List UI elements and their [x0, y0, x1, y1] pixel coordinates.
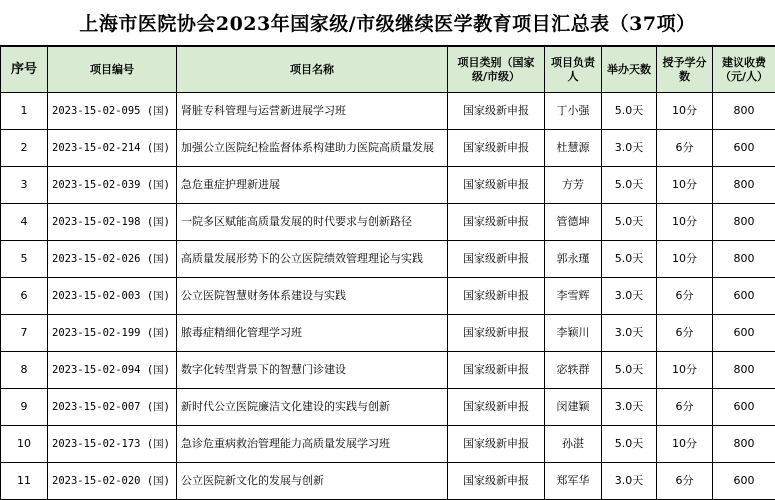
cell-type: 国家级新申报	[448, 241, 545, 278]
cell-type: 国家级新申报	[448, 167, 545, 204]
table-header-row	[1, 47, 775, 93]
cell-responsible: 管德坤	[545, 204, 602, 241]
cell-name: 公立医院智慧财务体系建设与实践	[177, 278, 448, 315]
cell-responsible: 李颖川	[545, 315, 602, 352]
cell-responsible: 孙湛	[545, 426, 602, 463]
cell-seq: 2	[1, 130, 48, 167]
cell-code: 2023-15-02-095 (国)	[48, 93, 177, 130]
table-row	[1, 426, 775, 463]
cell-days: 3.0天	[602, 278, 657, 315]
header-seq: 序号	[1, 47, 48, 93]
cell-responsible: 郭永瑾	[545, 241, 602, 278]
cell-fee: 800	[713, 93, 775, 130]
cell-seq: 7	[1, 315, 48, 352]
cell-name: 脓毒症精细化管理学习班	[177, 315, 448, 352]
cell-type: 国家级新申报	[448, 130, 545, 167]
cell-credits: 6分	[657, 130, 713, 167]
cell-code: 2023-15-02-026 (国)	[48, 241, 177, 278]
cell-days: 3.0天	[602, 389, 657, 426]
cell-responsible: 杜慧源	[545, 130, 602, 167]
document-title: 上海市医院协会2023年国家级/市级继续医学教育项目汇总表（37项）	[0, 0, 775, 46]
cell-credits: 10分	[657, 93, 713, 130]
table-row	[1, 241, 775, 278]
cell-name: 公立医院新文化的发展与创新	[177, 463, 448, 500]
table-row	[1, 130, 775, 167]
cell-credits: 6分	[657, 463, 713, 500]
cell-credits: 10分	[657, 352, 713, 389]
cell-name: 数字化转型背景下的智慧门诊建设	[177, 352, 448, 389]
cell-days: 5.0天	[602, 167, 657, 204]
header-code: 项目编号	[48, 47, 177, 93]
cell-seq: 8	[1, 352, 48, 389]
cell-responsible: 郑军华	[545, 463, 602, 500]
cell-days: 3.0天	[602, 130, 657, 167]
cell-seq: 10	[1, 426, 48, 463]
cell-name: 加强公立医院纪检监督体系构建助力医院高质量发展	[177, 130, 448, 167]
table-row	[1, 389, 775, 426]
cell-fee: 600	[713, 278, 775, 315]
cell-seq: 4	[1, 204, 48, 241]
cell-fee: 800	[713, 204, 775, 241]
cell-responsible: 闵建颖	[545, 389, 602, 426]
cell-code: 2023-15-02-199 (国)	[48, 315, 177, 352]
cell-type: 国家级新申报	[448, 463, 545, 500]
header-days: 举办天数	[602, 47, 657, 93]
cell-credits: 6分	[657, 389, 713, 426]
cell-fee: 600	[713, 463, 775, 500]
cell-responsible: 方芳	[545, 167, 602, 204]
cell-days: 5.0天	[602, 93, 657, 130]
cell-type: 国家级新申报	[448, 315, 545, 352]
cell-credits: 10分	[657, 241, 713, 278]
cell-type: 国家级新申报	[448, 389, 545, 426]
cell-credits: 10分	[657, 204, 713, 241]
cell-code: 2023-15-02-007 (国)	[48, 389, 177, 426]
cell-responsible: 李雪辉	[545, 278, 602, 315]
cell-days: 5.0天	[602, 204, 657, 241]
header-credits: 授予学分数	[657, 47, 713, 93]
cell-seq: 5	[1, 241, 48, 278]
cell-credits: 10分	[657, 167, 713, 204]
cell-fee: 600	[713, 389, 775, 426]
table-row	[1, 315, 775, 352]
cell-credits: 10分	[657, 426, 713, 463]
table-row	[1, 463, 775, 500]
cell-type: 国家级新申报	[448, 426, 545, 463]
cell-days: 5.0天	[602, 426, 657, 463]
project-table	[0, 46, 775, 500]
cell-fee: 600	[713, 130, 775, 167]
cell-seq: 6	[1, 278, 48, 315]
cell-credits: 6分	[657, 278, 713, 315]
cell-type: 国家级新申报	[448, 278, 545, 315]
cell-code: 2023-15-02-094 (国)	[48, 352, 177, 389]
cell-code: 2023-15-02-020 (国)	[48, 463, 177, 500]
cell-type: 国家级新申报	[448, 93, 545, 130]
cell-code: 2023-15-02-003 (国)	[48, 278, 177, 315]
cell-days: 5.0天	[602, 241, 657, 278]
cell-fee: 800	[713, 167, 775, 204]
table-row	[1, 278, 775, 315]
cell-fee: 600	[713, 315, 775, 352]
cell-seq: 9	[1, 389, 48, 426]
cell-fee: 800	[713, 352, 775, 389]
table-row	[1, 204, 775, 241]
cell-responsible: 丁小强	[545, 93, 602, 130]
cell-days: 3.0天	[602, 463, 657, 500]
table-row	[1, 93, 775, 130]
cell-name: 肾脏专科管理与运营新进展学习班	[177, 93, 448, 130]
cell-seq: 11	[1, 463, 48, 500]
cell-type: 国家级新申报	[448, 352, 545, 389]
cell-code: 2023-15-02-039 (国)	[48, 167, 177, 204]
cell-code: 2023-15-02-214 (国)	[48, 130, 177, 167]
cell-name: 急诊危重病救治管理能力高质量发展学习班	[177, 426, 448, 463]
cell-days: 3.0天	[602, 315, 657, 352]
header-name: 项目名称	[177, 47, 448, 93]
table-row	[1, 167, 775, 204]
cell-name: 高质量发展形势下的公立医院绩效管理理论与实践	[177, 241, 448, 278]
cell-code: 2023-15-02-173 (国)	[48, 426, 177, 463]
cell-responsible: 宓轶群	[545, 352, 602, 389]
cell-fee: 800	[713, 426, 775, 463]
cell-credits: 6分	[657, 315, 713, 352]
cell-days: 5.0天	[602, 352, 657, 389]
cell-name: 急危重症护理新进展	[177, 167, 448, 204]
header-type: 项目类别（国家级/市级）	[448, 47, 545, 93]
cell-name: 一院多区赋能高质量发展的时代要求与创新路径	[177, 204, 448, 241]
cell-name: 新时代公立医院廉洁文化建设的实践与创新	[177, 389, 448, 426]
cell-type: 国家级新申报	[448, 204, 545, 241]
cell-fee: 800	[713, 241, 775, 278]
cell-seq: 3	[1, 167, 48, 204]
table-row	[1, 352, 775, 389]
cell-code: 2023-15-02-198 (国)	[48, 204, 177, 241]
header-responsible: 项目负责人	[545, 47, 602, 93]
cell-seq: 1	[1, 93, 48, 130]
header-fee: 建议收费（元/人）	[713, 47, 775, 93]
